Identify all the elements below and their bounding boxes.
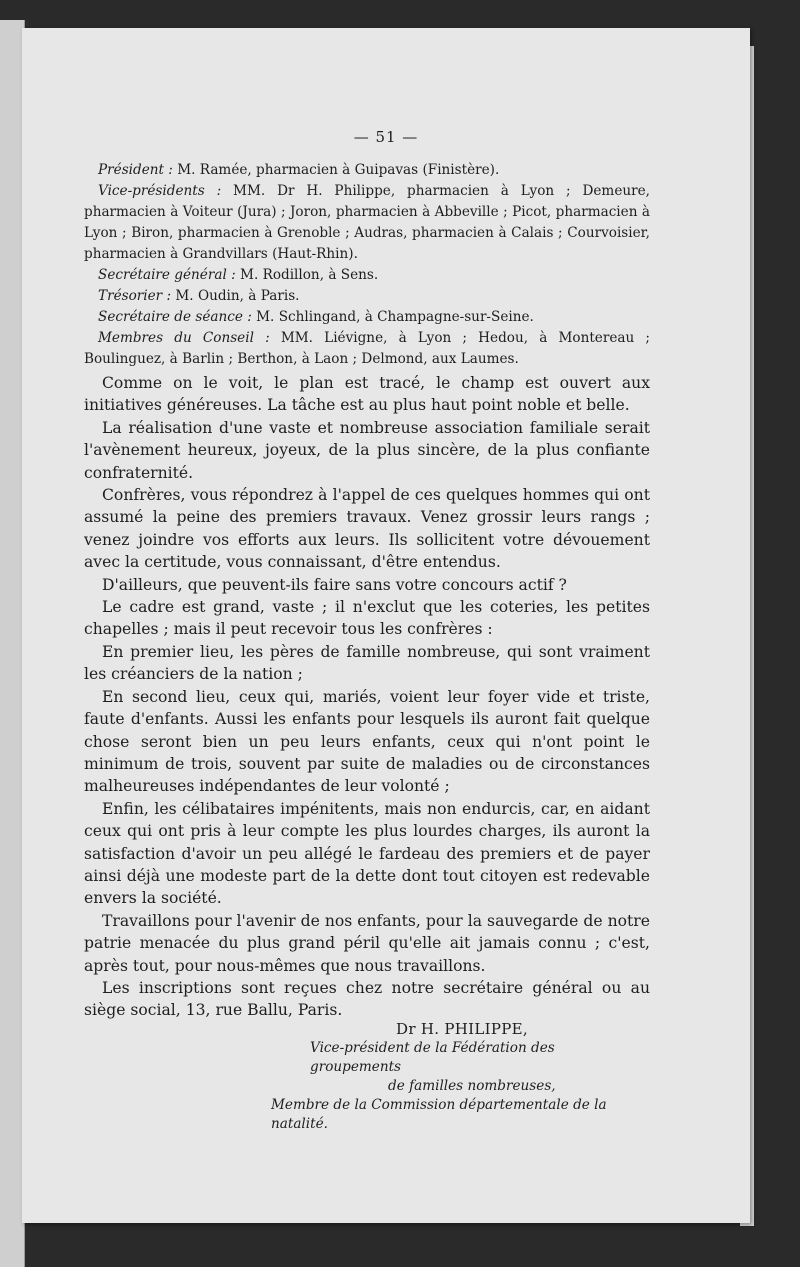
officer-list <box>84 160 650 370</box>
body-paragraph: Les inscriptions sont reçues chez notre secrétaire général ou au siège social, 13, rue Ballu, Paris. <box>84 978 650 1020</box>
officer-role: Secrétaire général : <box>98 267 236 283</box>
page-number: — 51 — <box>353 128 419 146</box>
body-paragraph: Travaillons pour l'avenir de nos enfants, pour la sauvegarde de notre patrie menacée du plus grand péril qu'elle ait jamais connu ; c'est, après tout, pour nous-mêmes que nous travaillons. <box>84 911 650 975</box>
officer-names: MM. Dr H. Philippe, pharmacien à Lyon ; Demeure, pharmacien à Voiteur (Jura) ; Joron, pharmacien à Abbeville ; Picot, pharmacien à Lyon ; Biron, pharmacien à Grenoble ; Audras, pharmacien à Calais ; Courvoisier, pharmacien à Grandvillars (Haut-Rhin). <box>84 183 650 262</box>
officer-entry <box>84 307 650 328</box>
officer-role: Membres du Conseil : <box>98 330 270 346</box>
document-page <box>22 28 750 1223</box>
officer-names: MM. Liévigne, à Lyon ; Hedou, à Montereau ; Boulinguez, à Barlin ; Berthon, à Laon ; Delmond, aux Laumes. <box>84 330 650 367</box>
signatory-title: Vice-président de la Fédération des groupements <box>310 1040 555 1075</box>
officer-names: M. Ramée, pharmacien à Guipavas (Finistère). <box>172 162 500 178</box>
article-body <box>84 372 650 1022</box>
officer-entry <box>84 160 650 181</box>
officer-entry <box>84 181 650 265</box>
officer-names: M. Oudin, à Paris. <box>171 288 300 304</box>
officer-role: Trésorier : <box>98 288 172 304</box>
officer-names: M. Schlingand, à Champagne-sur-Seine. <box>251 309 534 325</box>
officer-entry <box>84 265 650 286</box>
signatory-name: Dr H. PHILIPPE, <box>396 1020 528 1038</box>
body-paragraph: En second lieu, ceux qui, mariés, voient leur foyer vide et triste, faute d'enfants. Aussi les enfants pour lesquels ils auront fait quelque chose seront bien un peu leurs enfants, ceux qui n'ont point le minimum de trois, souvent par suite de maladies ou de circonstances malheureuses indépendantes de leur volonté ; <box>84 687 650 796</box>
body-paragraph: En premier lieu, les pères de famille nombreuse, qui sont vraiment les créanciers de la nation ; <box>84 642 650 684</box>
body-paragraph: Comme on le voit, le plan est tracé, le champ est ouvert aux initiatives généreuses. La tâche est au plus haut point noble et belle. <box>84 374 650 415</box>
body-paragraph: Enfin, les célibataires impénitents, mais non endurcis, car, en aidant ceux qui ont pris à leur compte les plus lourdes charges, ils auront la satisfaction d'avoir un peu allégé le fardeau des premiers et de payer ainsi déjà une modeste part de la dette dont tout citoyen est redevable envers la société. <box>84 799 650 908</box>
officer-entry <box>84 286 650 307</box>
body-paragraph: D'ailleurs, que peuvent-ils faire sans votre concours actif ? <box>102 575 567 594</box>
signature-block <box>84 1020 650 1134</box>
signatory-title: Membre de la Commission départementale de la natalité. <box>271 1097 607 1132</box>
body-paragraph: Le cadre est grand, vaste ; il n'exclut que les coteries, les petites chapelles ; mais il peut recevoir tous les confrères : <box>84 598 650 639</box>
officer-names: M. Rodillon, à Sens. <box>235 267 379 283</box>
signatory-title: de familles nombreuses, <box>388 1078 556 1094</box>
body-paragraph: La réalisation d'une vaste et nombreuse association familiale serait l'avènement heureux, joyeux, de la plus sincère, de la plus confiante confraternité. <box>84 418 650 482</box>
officer-role: Secrétaire de séance : <box>98 309 252 325</box>
body-paragraph: Confrères, vous répondrez à l'appel de ces quelques hommes qui ont assumé la peine des premiers travaux. Venez grossir leurs rangs ; venez joindre vos efforts aux leurs. Ils sollicitent votre dévouement avec la certitude, vous connaissant, d'être entendus. <box>84 486 650 572</box>
officer-role: Président : <box>98 162 173 178</box>
officer-role: Vice-présidents : <box>98 183 222 199</box>
officer-entry <box>84 328 650 370</box>
